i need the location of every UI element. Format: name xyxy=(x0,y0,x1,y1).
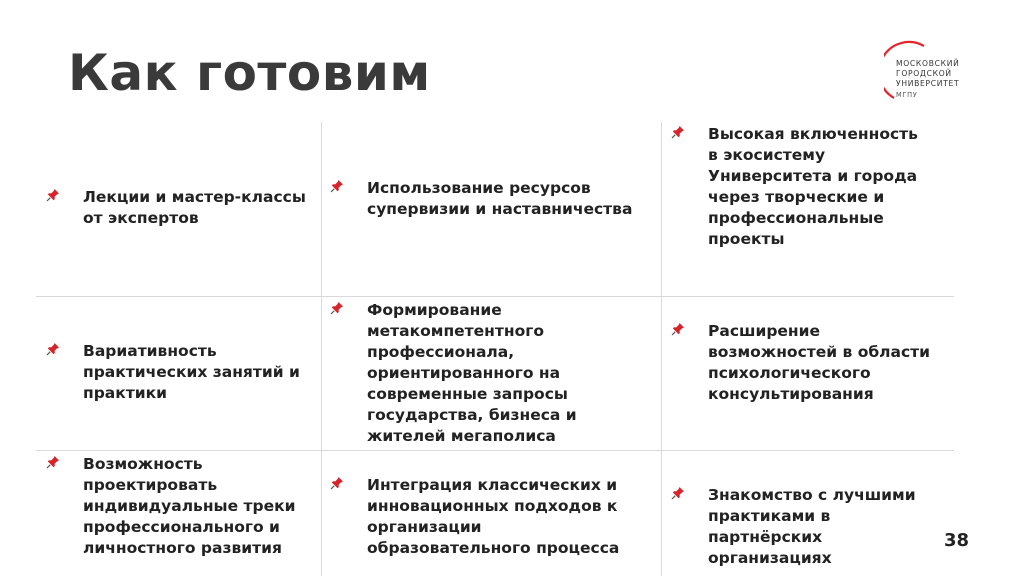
grid-cell-r1c2 xyxy=(330,178,650,220)
grid-cell-r3c2 xyxy=(330,475,650,559)
pushpin-icon xyxy=(671,125,685,139)
university-logo xyxy=(884,40,984,106)
cell-text: Интеграция классических и инновационных подходов к организации образовательного процесса xyxy=(367,476,620,557)
pushpin-icon xyxy=(46,188,60,202)
cell-text: Лекции и мастер-классы от экспертов xyxy=(83,188,306,227)
grid-divider-vertical-2 xyxy=(661,122,662,576)
pushpin-icon xyxy=(46,342,60,356)
pushpin-icon xyxy=(671,322,685,336)
grid-cell-r2c1 xyxy=(46,341,308,404)
grid-cell-r3c3 xyxy=(671,485,933,569)
grid-divider-horizontal-1 xyxy=(36,296,954,297)
cell-text: Расширение возможностей в области психологического консультирования xyxy=(708,322,931,403)
pushpin-icon xyxy=(671,486,685,500)
grid-cell-r3c1 xyxy=(46,454,308,559)
page-number: 38 xyxy=(944,530,970,551)
cell-text: Вариативность практических занятий и практики xyxy=(83,342,300,402)
grid-cell-r1c1 xyxy=(46,187,308,229)
grid-divider-vertical-1 xyxy=(321,122,322,576)
grid-cell-r2c3 xyxy=(671,321,933,405)
page-title: Как готовим xyxy=(68,44,431,102)
logo-line-1: МОСКОВСКИЙ xyxy=(896,59,960,68)
logo-line-2: ГОРОДСКОЙ xyxy=(896,69,952,79)
grid-cell-r1c3 xyxy=(671,124,933,250)
cell-text: Высокая включенность в экосистему Университета и города через творческие и профессиональные проекты xyxy=(708,125,918,248)
cell-text: Использование ресурсов супервизии и наставничества xyxy=(367,179,633,218)
cell-text: Знакомство с лучшими практиками в партнёрских организациях xyxy=(708,486,916,567)
pushpin-icon xyxy=(330,179,344,193)
logo-line-3: УНИВЕРСИТЕТ xyxy=(896,79,960,89)
logo-line-4: МГПУ xyxy=(896,90,918,99)
pushpin-icon xyxy=(46,455,60,469)
grid-cell-r2c2 xyxy=(330,300,650,447)
grid-divider-horizontal-2 xyxy=(36,450,954,451)
cell-text: Возможность проектировать индивидуальные треки профессионального и личностного развития xyxy=(83,455,296,557)
cell-text: Формирование метакомпетентного профессионала, ориентированного на современные запросы государства, бизнеса и жителей мегаполиса xyxy=(367,301,577,445)
pushpin-icon xyxy=(330,476,344,490)
pushpin-icon xyxy=(330,301,344,315)
